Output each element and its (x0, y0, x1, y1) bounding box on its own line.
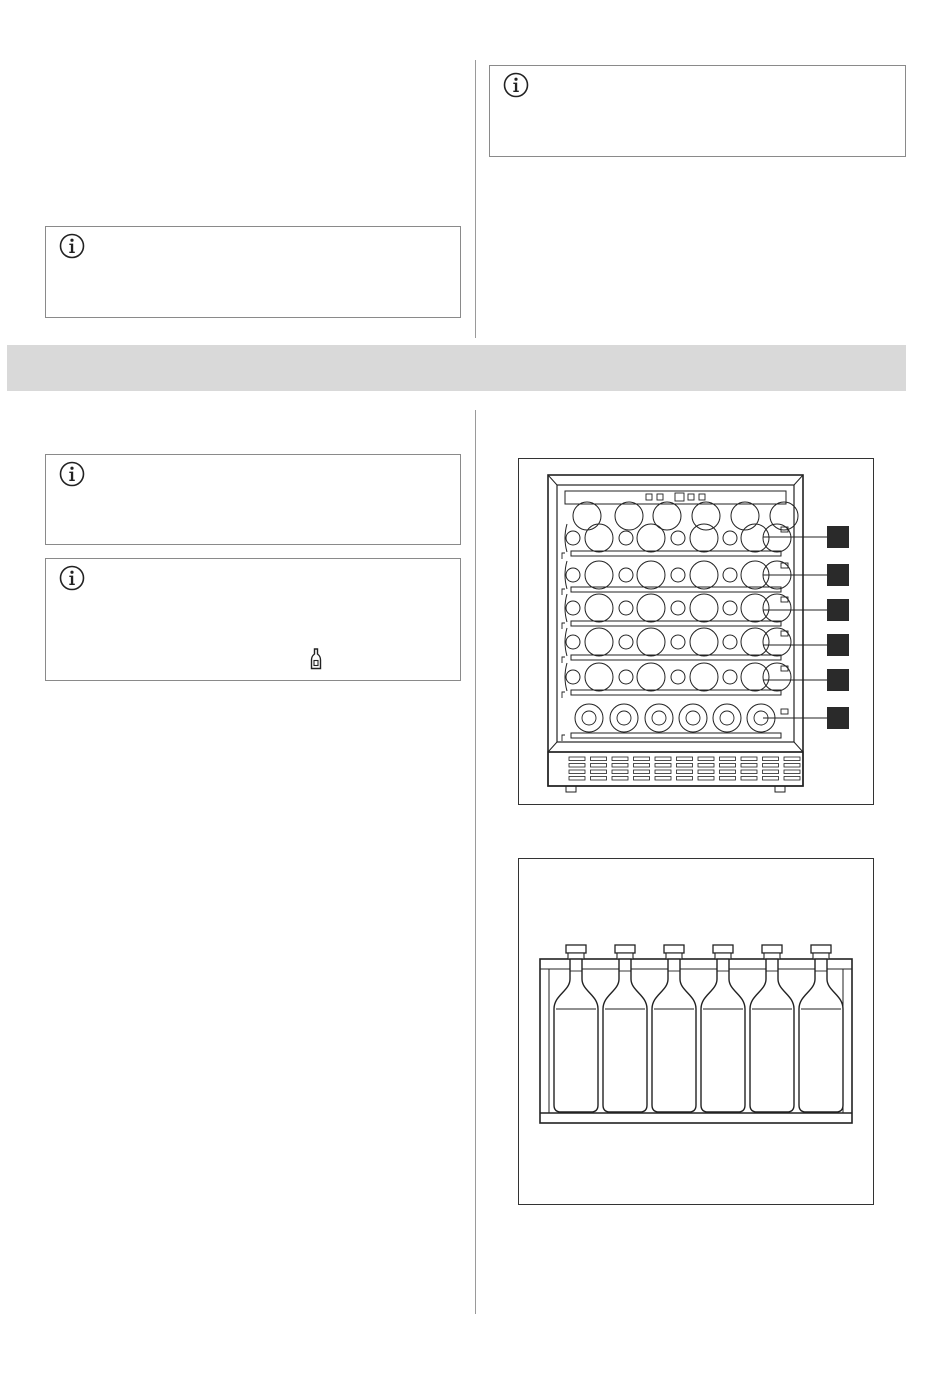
bottle-end (671, 568, 685, 582)
bottle-end (741, 594, 769, 622)
bottle-end (566, 568, 580, 582)
shelf-marker-6 (827, 707, 849, 729)
bottle-end (566, 670, 580, 684)
grille-slot (698, 764, 714, 768)
bottle-end (637, 594, 665, 622)
info-icon (59, 233, 85, 259)
bottle-end (741, 663, 769, 691)
grille-slot (612, 757, 628, 761)
bottle-cap (615, 945, 635, 953)
bottle-end (566, 635, 580, 649)
bottle-end (619, 568, 633, 582)
grille-slot (698, 777, 714, 781)
grille-slot (634, 770, 650, 774)
grille-slot (720, 770, 736, 774)
grille-slot (741, 764, 757, 768)
bottle-end (690, 524, 718, 552)
shelf-marker-3 (827, 599, 849, 621)
control-display (675, 493, 684, 501)
bottle-body (701, 959, 745, 1112)
bottle-end (763, 663, 791, 691)
info-note-2 (45, 558, 461, 681)
bottle-cap (566, 945, 586, 953)
grille-slot (677, 764, 693, 768)
bottle-end (637, 561, 665, 589)
grille-slot (784, 757, 800, 761)
bottle-end (566, 601, 580, 615)
info-note-top-right (489, 65, 906, 157)
control-button (646, 494, 652, 500)
info-icon (503, 72, 529, 98)
info-note-top-left (45, 226, 461, 318)
grille-slot (634, 777, 650, 781)
bottle-end (566, 531, 580, 545)
grille-slot (763, 757, 779, 761)
bottle-end (723, 601, 737, 615)
bottle (554, 945, 598, 1112)
bottle-end (585, 628, 613, 656)
control-button (657, 494, 663, 500)
grille-slot (677, 770, 693, 774)
cabinet-outer-frame (548, 475, 803, 786)
figure-bottle-shelf (518, 858, 874, 1205)
bottle-end (723, 635, 737, 649)
grille-slot (677, 777, 693, 781)
shelf-marker-5 (827, 669, 849, 691)
bottle-shelf-illustration (519, 859, 873, 1204)
grille-slot (655, 777, 671, 781)
shelf-1 (562, 524, 791, 559)
shelf-3 (562, 594, 791, 629)
bottle-end (690, 594, 718, 622)
grille-slot (741, 757, 757, 761)
ventilation-grille (569, 757, 800, 780)
bottle-body (799, 959, 843, 1112)
grille-slot (569, 757, 585, 761)
bottle-end (690, 663, 718, 691)
grille-slot (612, 764, 628, 768)
bottle-body (750, 959, 794, 1112)
bottle-end (645, 704, 673, 732)
bottle-end (741, 628, 769, 656)
grille-slot (569, 777, 585, 781)
control-button (699, 494, 705, 500)
shelf-marker-2 (827, 564, 849, 586)
shelf-6 (562, 704, 788, 741)
bottle-end (671, 670, 685, 684)
grille-slot (741, 770, 757, 774)
grille-slot (784, 770, 800, 774)
shelf-2 (562, 561, 791, 595)
bottle-cap (713, 945, 733, 953)
bottle-end (585, 524, 613, 552)
bottle-end (585, 594, 613, 622)
grille-slot (634, 757, 650, 761)
bottle (799, 945, 843, 1112)
shelf-rail (571, 733, 781, 738)
bottle-end (671, 601, 685, 615)
cabinet-foot (566, 786, 576, 792)
bottle-end (763, 628, 791, 656)
bottle-end (671, 635, 685, 649)
bottle-end (585, 663, 613, 691)
grille-slot (763, 777, 779, 781)
bottle-end (723, 531, 737, 545)
info-icon (59, 461, 85, 487)
bottle (652, 945, 696, 1112)
grille-slot (569, 764, 585, 768)
bottle-end (731, 502, 759, 530)
wine-cabinet-illustration (519, 459, 873, 804)
grille-slot (677, 757, 693, 761)
bottle-end (637, 628, 665, 656)
bottle-end (679, 704, 707, 732)
shelf-4 (562, 628, 791, 663)
column-divider-top (475, 60, 476, 338)
grille-slot (763, 764, 779, 768)
grille-slot (591, 777, 607, 781)
grille-slot (591, 764, 607, 768)
bottle-body (603, 959, 647, 1112)
grille-slot (763, 770, 779, 774)
grille-slot (655, 764, 671, 768)
grille-slot (655, 770, 671, 774)
bottle (701, 945, 745, 1112)
info-icon (59, 565, 85, 591)
control-button (688, 494, 694, 500)
grille-slot (655, 757, 671, 761)
grille-slot (612, 770, 628, 774)
grille-slot (698, 757, 714, 761)
shelf-5 (562, 663, 791, 698)
bottle-icon (310, 648, 322, 670)
bottle-end (723, 670, 737, 684)
grille-slot (784, 777, 800, 781)
bottle-end (619, 531, 633, 545)
grille-slot (741, 777, 757, 781)
bottle-end (619, 635, 633, 649)
bottle (750, 945, 794, 1112)
grille-slot (698, 770, 714, 774)
bottle-body (554, 959, 598, 1112)
bottle (603, 945, 647, 1112)
info-note-1 (45, 454, 461, 545)
bottle-end (619, 670, 633, 684)
section-header-band (7, 345, 906, 391)
bottle-cap (664, 945, 684, 953)
grille-slot (720, 777, 736, 781)
grille-slot (569, 770, 585, 774)
bottle-end (637, 524, 665, 552)
grille-slot (720, 757, 736, 761)
bottle-end (763, 594, 791, 622)
grille-slot (612, 777, 628, 781)
bottle-end (690, 628, 718, 656)
bottle-cap (762, 945, 782, 953)
grille-slot (591, 770, 607, 774)
grille-slot (720, 764, 736, 768)
bottle-end (690, 561, 718, 589)
bottle-end (637, 663, 665, 691)
bottle-end (610, 704, 638, 732)
cabinet-foot (775, 786, 785, 792)
shelf-marker-4 (827, 634, 849, 656)
bottle-end (573, 502, 601, 530)
figure-wine-cabinet (518, 458, 874, 805)
bottle-body (652, 959, 696, 1112)
bottle-end (575, 704, 603, 732)
bottle-end (619, 601, 633, 615)
column-divider-bottom (475, 410, 476, 1314)
bottle-end (741, 524, 769, 552)
bottle-cap (811, 945, 831, 953)
bottle-end (671, 531, 685, 545)
bottle-end (713, 704, 741, 732)
bottle-end (585, 561, 613, 589)
grille-slot (591, 757, 607, 761)
grille-slot (784, 764, 800, 768)
cabinet-door-glass (557, 485, 794, 742)
bottle-end (615, 502, 643, 530)
bottle-end (723, 568, 737, 582)
shelf-marker-1 (827, 526, 849, 548)
grille-slot (634, 764, 650, 768)
